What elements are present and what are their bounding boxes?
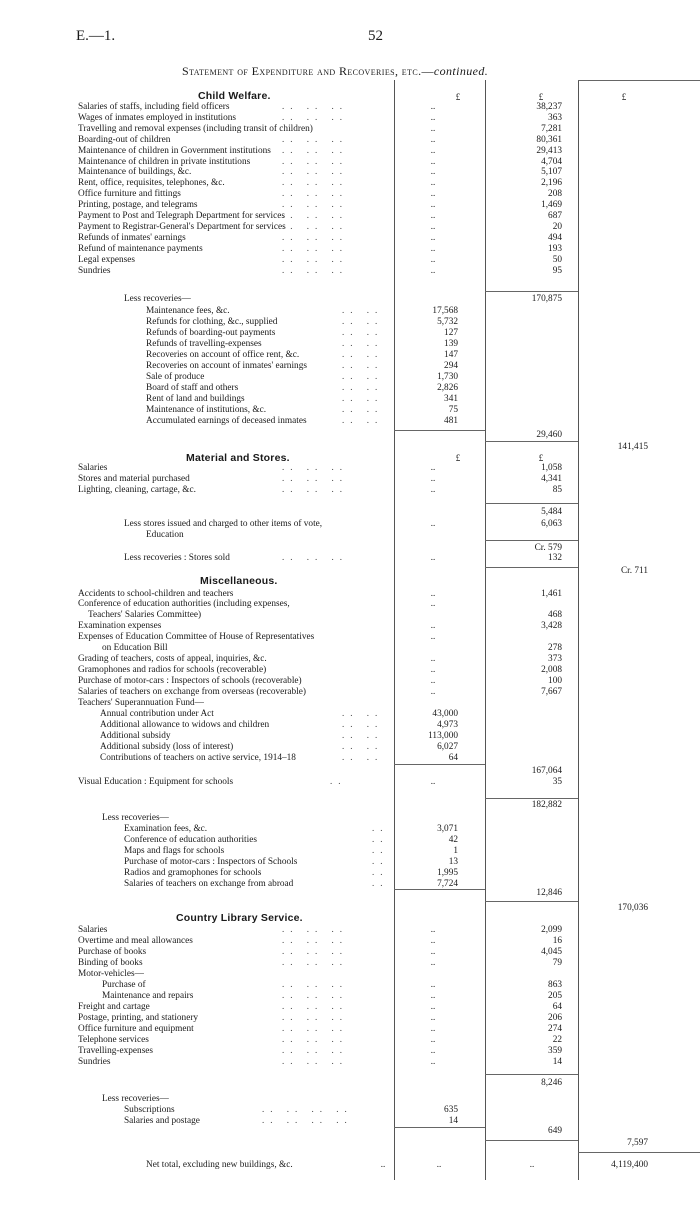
leader-dots: .. .. .. — [282, 924, 348, 934]
motor-vehicles-heading: Motor-vehicles— — [78, 969, 144, 979]
amount: 863 — [548, 980, 562, 990]
amount: 79 — [552, 957, 562, 968]
leader-dots: .. .. .. — [282, 945, 348, 956]
column-dots: .. — [430, 979, 436, 989]
line-item-label: Additional subsidy — [100, 730, 171, 741]
column-dots: .. — [430, 111, 436, 122]
line-item-label: Boarding-out of children — [78, 134, 171, 145]
line-item-label: Board of staff and others — [146, 382, 239, 393]
amount: 4,045 — [541, 946, 562, 957]
line-item-label: Maintenance and repairs — [102, 991, 194, 1001]
column-rule — [578, 80, 579, 1180]
leader-dots: .. .. — [342, 326, 384, 337]
amount: 481 — [444, 415, 458, 426]
amount: 64 — [448, 752, 458, 763]
amount: 29,413 — [536, 145, 562, 156]
line-item-label: Expenses of Education Committee of House of Representatives — [78, 632, 315, 642]
column-dots: .. — [430, 598, 436, 608]
column-dots: .. — [380, 1159, 386, 1169]
amount: 5,107 — [541, 167, 562, 178]
line-item-label: Refunds of boarding-out payments — [146, 327, 276, 338]
leader-dots: .. .. .. — [282, 1055, 348, 1066]
subtotal-amount: 170,875 — [531, 294, 562, 304]
amount: 80,361 — [536, 134, 562, 145]
column-dots: .. — [430, 483, 436, 494]
superannuation-total: 167,064 — [531, 766, 562, 776]
section-heading: Material and Stores. — [186, 452, 290, 464]
line-item-label: Overtime and meal allowances — [78, 935, 193, 946]
leader-dots: .. .. .. — [282, 1044, 348, 1055]
recoveries-total: 649 — [548, 1126, 562, 1136]
line-item-label: Purchase of motor-cars : Inspectors of Schools — [124, 856, 298, 867]
column-dots: .. — [430, 1044, 436, 1055]
amount: 1 — [453, 845, 458, 856]
amount: 38,237 — [536, 102, 562, 112]
subtotal-rule — [485, 503, 578, 504]
line-item-label: Gramophones and radios for schools (recoverable) — [78, 665, 267, 675]
amount: 17,568 — [432, 306, 458, 316]
amount: 294 — [444, 360, 458, 371]
leader-dots: .. — [372, 844, 389, 855]
column-dots: .. — [430, 253, 436, 264]
line-item-label: Salaries of teachers on exchange from overseas (recoverable) — [78, 687, 306, 697]
column-dots: .. — [430, 122, 436, 133]
amount: 6,027 — [437, 741, 458, 752]
leader-dots: .. .. .. — [282, 220, 348, 231]
net-rule — [485, 901, 578, 902]
leader-dots: .. .. .. — [282, 1011, 348, 1022]
column-dots: .. — [430, 664, 436, 674]
column-dots: .. — [430, 588, 436, 598]
leader-dots: .. .. .. — [282, 166, 348, 177]
amount: 2,826 — [437, 382, 458, 393]
leader-dots: .. .. — [342, 315, 384, 326]
leader-dots: .. .. .. — [282, 177, 348, 188]
line-item-label: Refunds of travelling-expenses — [146, 338, 262, 349]
amount: 2,099 — [541, 925, 562, 935]
leader-dots: .. .. — [342, 392, 384, 403]
amount: 95 — [552, 265, 562, 276]
column-dots: .. — [430, 518, 436, 528]
col-header-b: £ — [538, 92, 544, 102]
line-item-label: Legal expenses — [78, 254, 136, 265]
amount: 1,058 — [541, 463, 562, 473]
line-item-label: Annual contribution under Act — [100, 709, 214, 719]
section-heading: Miscellaneous. — [200, 575, 278, 587]
column-dots: .. — [430, 675, 436, 685]
leader-dots: .. — [372, 877, 389, 888]
amount: 7,281 — [541, 123, 562, 134]
amount: 14 — [448, 1116, 458, 1126]
column-dots: .. — [430, 924, 436, 934]
amount: 35 — [552, 777, 562, 787]
column-dots: .. — [430, 956, 436, 967]
line-item-label: Salaries of staffs, including field officers — [78, 102, 230, 112]
line-item-label: Accidents to school-children and teachers — [78, 589, 234, 599]
leader-dots: .. .. — [342, 337, 384, 348]
column-dots: .. — [430, 199, 436, 210]
amount: 42 — [448, 834, 458, 845]
leader-dots: .. — [372, 855, 389, 866]
column-dots: .. — [430, 1033, 436, 1044]
section-heading: Country Library Service. — [176, 912, 303, 924]
column-dots: .. — [430, 188, 436, 199]
amount: 43,000 — [432, 709, 458, 719]
amount: 363 — [548, 112, 562, 123]
line-item-label: Office furniture and fittings — [78, 189, 181, 200]
line-item-label: Purchase of books — [78, 946, 147, 957]
line-item-label: Salaries — [78, 925, 108, 935]
less-recoveries-amount: 132 — [548, 553, 562, 563]
column-dots: .. — [430, 155, 436, 166]
column-dots: .. — [430, 166, 436, 177]
line-item-label: Travelling-expenses — [78, 1045, 154, 1056]
column-dots: .. — [430, 144, 436, 155]
amount: 20 — [552, 221, 562, 232]
leader-dots: .. .. — [342, 751, 384, 762]
line-item-label: Examination fees, &c. — [124, 824, 208, 834]
amount: 64 — [552, 1002, 562, 1012]
column-dots: .. — [430, 472, 436, 483]
amount: 4,341 — [541, 473, 562, 484]
column-dots: .. — [430, 177, 436, 188]
net-rule — [485, 567, 578, 568]
line-item-label: Examination expenses — [78, 621, 162, 631]
amount: 16 — [552, 935, 562, 946]
subtotal-rule — [485, 798, 578, 799]
leader-dots: .. — [372, 823, 389, 833]
net-total-amount: 4,119,400 — [611, 1160, 648, 1170]
line-item-label: Rent, office, requisites, telephones, &c. — [78, 178, 225, 189]
recoveries-rule — [394, 430, 485, 431]
leader-dots: .. .. .. — [282, 101, 348, 111]
leader-dots: .. .. — [342, 740, 384, 751]
column-dots: .. — [430, 620, 436, 630]
line-item-label: Payment to Registrar-General's Department for services — [78, 221, 286, 232]
line-item-label: Salaries of teachers on exchange from abroad — [124, 878, 294, 889]
amount: 5,732 — [437, 316, 458, 327]
net-total-label: Net total, excluding new buildings, &c. — [146, 1160, 293, 1170]
line-item-label: Payment to Post and Telegraph Department for services — [78, 211, 286, 221]
leader-dots: .. .. .. — [282, 1001, 348, 1011]
amount: 113,000 — [428, 730, 458, 741]
leader-dots: .. .. .. — [282, 155, 348, 166]
line-item-label: Refunds for clothing, &c., supplied — [146, 316, 278, 327]
line-item-label: Printing, postage, and telegrams — [78, 200, 198, 211]
amount: 4,973 — [437, 719, 458, 730]
amount: 3,071 — [437, 824, 458, 834]
title-main: Statement of Expenditure and Recoveries, etc.— — [182, 64, 434, 78]
line-item-label: Postage, printing, and stationery — [78, 1012, 199, 1023]
amount: 7,724 — [437, 878, 458, 889]
line-item-label: Visual Education : Equipment for schools — [78, 777, 234, 787]
leader-dots: .. .. — [342, 708, 384, 718]
amount: 1,730 — [437, 371, 458, 382]
line-item-label: Subscriptions — [124, 1105, 175, 1115]
leader-dots: .. .. .. — [282, 144, 348, 155]
column-dots: .. — [430, 653, 436, 663]
amount: 193 — [548, 243, 562, 254]
column-dots: .. — [430, 1001, 436, 1011]
amount: 373 — [548, 654, 562, 664]
line-item-label: Salaries — [78, 463, 108, 473]
column-dots: .. — [430, 934, 436, 945]
column-dots: .. — [430, 231, 436, 242]
line-item-label: Sale of produce — [146, 371, 205, 382]
amount: 85 — [552, 484, 562, 495]
line-item-label: Lighting, cleaning, cartage, &c. — [78, 484, 196, 495]
line-item-label-cont: Teachers' Salaries Committee) — [88, 610, 202, 620]
section-net: 141,415 — [617, 442, 648, 452]
leader-dots: .. .. .. .. — [262, 1115, 353, 1125]
amount: 139 — [444, 338, 458, 349]
leader-dots: .. .. .. — [282, 1033, 348, 1044]
subtotal-rule — [485, 1074, 578, 1075]
leader-dots: .. .. .. — [282, 111, 348, 122]
leader-dots: .. .. .. — [282, 956, 348, 967]
line-item-label: Refund of maintenance payments — [78, 243, 203, 254]
amount: 359 — [548, 1045, 562, 1056]
amount: 687 — [548, 211, 562, 221]
less-issued-label: Less stores issued and charged to other items of vote, — [124, 519, 323, 529]
line-item-label: Telephone services — [78, 1034, 149, 1045]
title-rule — [578, 80, 700, 81]
less-recoveries-heading: Less recoveries— — [102, 1094, 169, 1104]
line-item-label: Travelling and removal expenses (including transit of children) — [78, 123, 313, 134]
subtotal-rule — [485, 291, 578, 292]
line-item-label: Maintenance of children in Government institutions — [78, 145, 271, 156]
net-rule — [485, 441, 578, 442]
amount: 1,461 — [541, 589, 562, 599]
col-header-b: £ — [538, 453, 544, 463]
subtotal-amount: 5,484 — [541, 507, 562, 517]
net-total-rule — [578, 1152, 700, 1153]
col-header-c: £ — [621, 92, 627, 102]
line-item-label: Sundries — [78, 1056, 111, 1067]
leader-dots: .. .. .. — [282, 133, 348, 144]
line-item-label: Purchase of — [102, 980, 146, 990]
amount: 22 — [552, 1034, 562, 1045]
less-recoveries-heading: Less recoveries— — [124, 294, 191, 304]
amount: 2,008 — [541, 665, 562, 675]
line-item-label: Maintenance of institutions, &c. — [146, 404, 267, 415]
leader-dots: .. — [372, 866, 389, 877]
amount: 206 — [548, 1012, 562, 1023]
column-dots: .. — [529, 1159, 535, 1169]
amount: 4,704 — [541, 156, 562, 167]
line-item-label: Freight and cartage — [78, 1002, 150, 1012]
leader-dots: .. .. .. — [282, 934, 348, 945]
leader-dots: .. .. .. — [282, 1022, 348, 1033]
leader-dots: .. .. .. — [282, 979, 348, 989]
section-net: 7,597 — [627, 1138, 648, 1148]
line-item-label: Sundries — [78, 265, 111, 276]
amount: 127 — [444, 327, 458, 338]
column-dots: .. — [430, 210, 436, 220]
leader-dots: .. .. .. — [282, 462, 348, 472]
line-item-label: Refunds of inmates' earnings — [78, 232, 186, 243]
line-item-label: Recoveries on account of inmates' earnings — [146, 360, 307, 371]
leader-dots: .. .. — [342, 403, 384, 414]
amount: 13 — [448, 856, 458, 867]
cr-rule — [485, 540, 578, 541]
leader-dots: .. .. .. — [282, 210, 348, 220]
amount: 208 — [548, 189, 562, 200]
amount: 494 — [548, 232, 562, 243]
amount: 7,667 — [541, 687, 562, 697]
section-net: Cr. 711 — [620, 566, 648, 576]
net-rule — [485, 1140, 578, 1141]
column-dots: .. — [430, 1055, 436, 1066]
line-item-label-cont: on Education Bill — [102, 643, 168, 653]
leader-dots: .. — [330, 776, 347, 786]
line-item-label: Maintenance of buildings, &c. — [78, 167, 192, 178]
document-code: E.—1. — [76, 28, 116, 44]
amount: 147 — [444, 349, 458, 360]
line-item-label: Salaries and postage — [124, 1116, 200, 1126]
line-item-label: Additional allowance to widows and children — [100, 719, 270, 730]
line-item-label: Recoveries on account of office rent, &c. — [146, 349, 300, 360]
line-item-label: Maintenance fees, &c. — [146, 306, 230, 316]
leader-dots: .. .. .. — [282, 990, 348, 1000]
amount: 205 — [548, 991, 562, 1001]
amount: 274 — [548, 1023, 562, 1034]
leader-dots: .. .. .. — [282, 199, 348, 210]
column-dots: .. — [430, 686, 436, 696]
line-item-label: Binding of books — [78, 957, 143, 968]
subtotal-amount: 8,246 — [541, 1078, 562, 1088]
leader-dots: .. .. — [342, 370, 384, 381]
recoveries-total: 12,846 — [536, 888, 562, 898]
credit-amount: Cr. 579 — [534, 543, 562, 553]
leader-dots: .. — [372, 833, 389, 844]
superannuation-heading: Teachers' Superannuation Fund— — [78, 698, 204, 708]
column-dots: .. — [430, 220, 436, 231]
amount: 75 — [448, 404, 458, 415]
column-rule — [394, 80, 395, 1180]
less-recoveries-heading: Less recoveries— — [102, 813, 169, 823]
line-item-label: Grading of teachers, costs of appeal, inquiries, &c. — [78, 654, 267, 664]
leader-dots: .. .. .. — [282, 483, 348, 494]
amount: 468 — [548, 610, 562, 620]
leader-dots: .. .. .. — [282, 242, 348, 253]
column-dots: .. — [430, 133, 436, 144]
leader-dots: .. .. — [342, 414, 384, 425]
amount: 635 — [444, 1105, 458, 1115]
col-header-a: £ — [455, 453, 461, 463]
section-net: 170,036 — [617, 903, 648, 913]
page-number: 52 — [368, 28, 383, 44]
less-issued-amount: 6,063 — [541, 519, 562, 529]
section-heading: Child Welfare. — [198, 90, 271, 102]
line-item-label: Purchase of motor-cars : Inspectors of schools (recoverable) — [78, 676, 302, 686]
line-item-label: Maps and flags for schools — [124, 845, 225, 856]
line-item-label: Maintenance of children in private institutions — [78, 156, 251, 167]
amount: 100 — [548, 676, 562, 686]
line-item-label: Accumulated earnings of deceased inmates — [146, 415, 307, 426]
column-dots: .. — [430, 990, 436, 1000]
column-dots: .. — [430, 1022, 436, 1033]
recoveries-rule — [394, 1127, 485, 1128]
line-item-label: Contributions of teachers on active service, 1914–18 — [100, 752, 296, 763]
column-dots: .. — [430, 242, 436, 253]
amount: 2,196 — [541, 178, 562, 189]
amount: 50 — [552, 254, 562, 265]
column-dots: .. — [430, 552, 436, 562]
column-dots: .. — [430, 462, 436, 472]
title-text — [182, 64, 488, 79]
leader-dots: .. .. — [342, 381, 384, 392]
leader-dots: .. .. .. — [282, 472, 348, 483]
recoveries-rule — [394, 889, 485, 890]
leader-dots: .. .. .. .. — [262, 1104, 353, 1114]
line-item-label: Wages of inmates employed in institutions — [78, 112, 237, 123]
amount: 3,428 — [541, 621, 562, 631]
amount: 278 — [548, 643, 562, 653]
leader-dots: .. .. — [342, 729, 384, 740]
column-dots: .. — [436, 1159, 442, 1169]
column-dots: .. — [430, 631, 436, 641]
line-item-label: Office furniture and equipment — [78, 1023, 194, 1034]
amount: 341 — [444, 393, 458, 404]
amount: 1,995 — [437, 867, 458, 878]
leader-dots: .. .. — [342, 348, 384, 359]
recoveries-total: 29,460 — [536, 430, 562, 440]
line-item-label: Conference of education authorities (including expenses, — [78, 599, 290, 609]
line-item-label: Rent of land and buildings — [146, 393, 245, 404]
title-continued: continued. — [433, 64, 489, 78]
leader-dots: .. .. .. — [282, 552, 348, 562]
amount: 1,469 — [541, 200, 562, 211]
leader-dots: .. .. .. — [282, 264, 348, 275]
less-issued-label: Education — [146, 530, 184, 540]
column-dots: .. — [430, 945, 436, 956]
line-item-label: Additional subsidy (loss of interest) — [100, 741, 234, 752]
column-dots: .. — [430, 776, 436, 786]
column-dots: .. — [430, 1011, 436, 1022]
superannuation-rule — [394, 764, 485, 765]
leader-dots: .. .. — [342, 718, 384, 729]
leader-dots: .. .. .. — [282, 188, 348, 199]
leader-dots: .. .. — [342, 359, 384, 370]
leader-dots: .. .. .. — [282, 231, 348, 242]
line-item-label: Stores and material purchased — [78, 473, 190, 484]
subtotal-amount: 182,882 — [531, 800, 562, 810]
line-item-label: Conference of education authorities — [124, 834, 257, 845]
col-header-a: £ — [455, 92, 461, 102]
leader-dots: .. .. .. — [282, 253, 348, 264]
line-item-label: Radios and gramophones for schools — [124, 867, 262, 878]
column-dots: .. — [430, 101, 436, 111]
amount: 14 — [552, 1056, 562, 1067]
less-recoveries-label: Less recoveries : Stores sold — [124, 553, 230, 563]
leader-dots: .. .. — [342, 305, 384, 315]
column-dots: .. — [430, 264, 436, 275]
